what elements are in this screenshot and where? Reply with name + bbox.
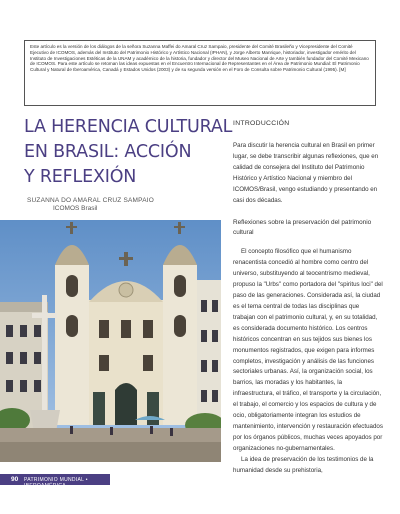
intro-heading: INTRODUCCIÓN	[233, 120, 290, 127]
body-paragraph: El concepto filosófico que el humanismo renacentista concedió al hombre como centro del universo, substituyendo al teocentrismo medieval, propuso la "Urbs" como portadora del "spiritus loci" del paso de las generaciones. Considerada así, la ciudad es el tema central de todas las disciplinas que trabajan con el patrimonio cultural, y, en su totalidad, es considerada documento histórico. Los centros históricos concentran en sus tejidos sus bienes los monumentos registrados, que exigen para informes completos, investigación y análisis de las funciones sectoriales urbanas. Así, la organización social, los barrios, las moradas y los habitantes, la infraestructura, el tráfico, el transporte y la circulación, el trabajo, el comercio y los espacios de cultura y de ocio, obligatoriamente integran los estudios de mantenimiento, intervención y restauración efectuados por los órganos públicos, muchas veces apoyados por organizaciones no-gubernamentales.	[233, 248, 383, 452]
page-number: 90	[11, 476, 19, 483]
article-title	[24, 115, 233, 190]
section-subheading: Reflexiones sobre la preservación del patrimonio cultural	[233, 219, 372, 237]
page-footer	[0, 474, 110, 489]
church-photo	[0, 220, 221, 462]
article-body	[233, 120, 383, 476]
intro-note-text: Este artículo es la versión de los diálogos de la señora Suzanna Maffei do Amaral Cruz Sampaio, presidente del Comité Brasileño y Vicepresidente del Comité Ejecutivo de ICOMOS, además del Instituto del Patrimonio Histórico y Artístico Nacional (IPHAN), y Jorge Alberto Manrique, historiador, investigador emérito del Instituto de Investigaciones Estéticas de la UNAM y académico de la historia, fundador y director del Museo Nacional de Arte y también fundador del Comité Mexicano de ICOMOS. Para este artículo se retoman las ideas expuestas en el Encuentro Internacional de Representantes en el Área de Patrimonio Mundial: El Patrimonio Cultural y Natural de Iberoamérica, Canadá y Estados Unidos (2003) y de su segunda versión en el Foro de Consulta sobre Patrimonio Cultural (1995). [M]	[30, 44, 369, 73]
title-line-3: Y REFLEXIÓN	[24, 167, 137, 187]
author-block	[27, 197, 154, 212]
running-footer: PATRIMONIO MUNDIAL • IBEROAMÉRICA	[24, 476, 88, 489]
title-line-2: EN BRASIL: ACCIÓN	[24, 142, 192, 162]
author-affiliation: ICOMOS Brasil	[53, 205, 98, 212]
title-line-1: LA HERENCIA CULTURAL	[24, 117, 233, 137]
author-name: SUZANNA DO AMARAL CRUZ SAMPAIO	[27, 197, 154, 204]
intro-paragraph: Para discutir la herencia cultural en Brasil en primer lugar, se debe transcribir algunas reflexiones, que en calidad de consejera del Instituto del Patrimonio Histórico y Artístico Nacional y miembro del ICOMOS/Brasil, vengo estudiando y presentando en casi dos décadas.	[233, 142, 379, 204]
church-illustration	[0, 220, 221, 462]
last-paragraph: La idea de preservación de los testimonios de la humanidad desde su prehistoria,	[233, 455, 374, 474]
intro-note-box	[24, 40, 376, 106]
